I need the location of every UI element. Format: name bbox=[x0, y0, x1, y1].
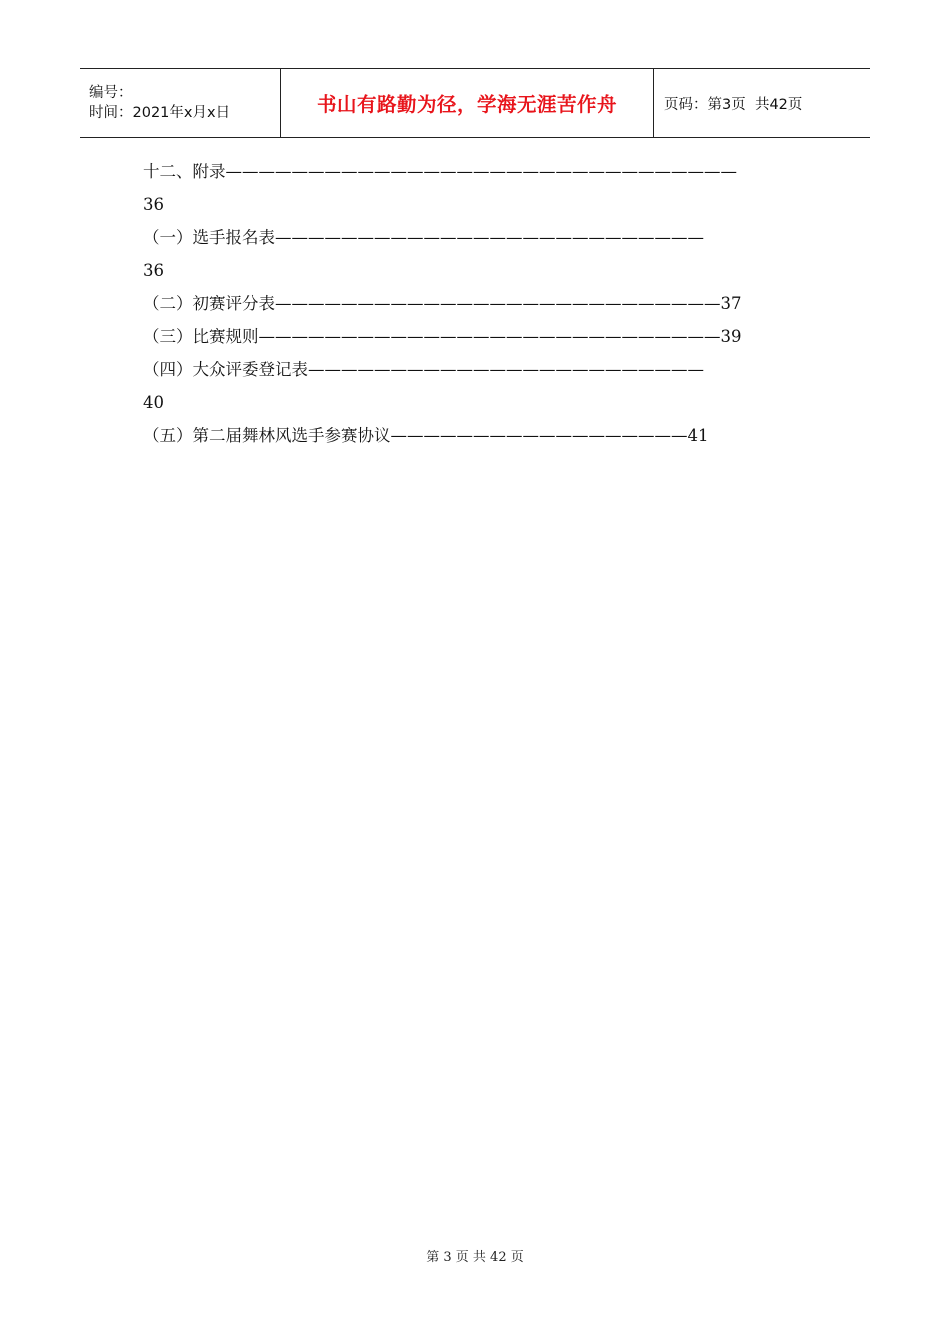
toc-line: （五）第二届舞林风选手参赛协议——————————————————41 bbox=[143, 426, 709, 445]
document-number-label: 编号： bbox=[89, 85, 133, 101]
table-of-contents bbox=[143, 155, 805, 452]
toc-line: （三）比赛规则————————————————————————————39 bbox=[143, 327, 742, 346]
toc-line: （一）选手报名表—————————————————————————— bbox=[143, 228, 704, 247]
page-footer: 第 3 页 共 42 页 bbox=[426, 1250, 524, 1265]
header-motto: 书山有路勤为径，学海无涯苦作舟 bbox=[281, 69, 654, 137]
header-page-info bbox=[654, 69, 870, 137]
page-info-text: 页码：第3页 共42页 bbox=[664, 96, 803, 113]
toc-line: 40 bbox=[143, 393, 164, 412]
header-meta bbox=[80, 69, 281, 137]
toc-line: （二）初赛评分表———————————————————————————37 bbox=[143, 294, 742, 313]
toc-line: （四）大众评委登记表———————————————————————— bbox=[143, 360, 704, 379]
document-date: 时间：2021年x月x日 bbox=[89, 105, 231, 121]
toc-line: 十二、附录——————————————————————————————— bbox=[143, 162, 737, 181]
page-header bbox=[80, 68, 870, 138]
toc-line: 36 bbox=[143, 195, 164, 214]
toc-line: 36 bbox=[143, 261, 164, 280]
